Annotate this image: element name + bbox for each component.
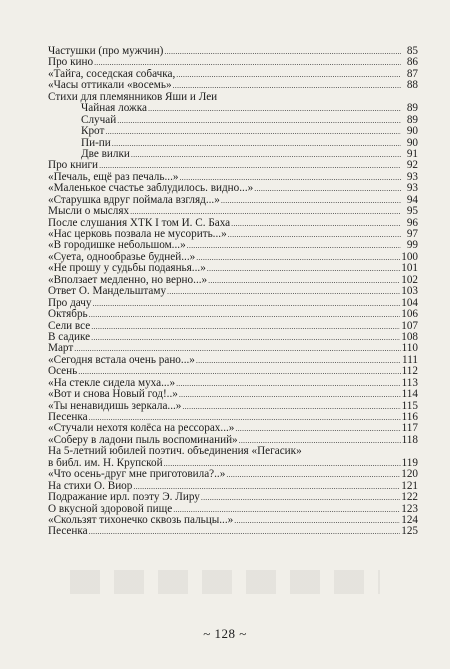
toc-entry <box>48 160 418 171</box>
dot-leader <box>94 57 401 68</box>
toc-entry-title: Песенка <box>48 412 88 423</box>
dot-leader <box>89 412 401 423</box>
toc-entry-page: 100 <box>401 251 418 263</box>
toc-entry-page: 103 <box>401 286 418 298</box>
table-of-contents <box>48 46 418 538</box>
toc-entry-title: «Ты ненавидишь зеркала...» <box>48 400 182 412</box>
toc-entry-title: «В городишке небольшом...» <box>48 240 186 252</box>
toc-entry-page: 96 <box>406 217 418 229</box>
dot-leader <box>176 69 401 80</box>
dot-leader <box>173 504 400 515</box>
toc-entry-page: 111 <box>402 354 418 366</box>
toc-entry-page: 121 <box>401 480 418 492</box>
toc-entry-page: 117 <box>401 423 418 435</box>
toc-entry <box>48 263 418 274</box>
toc-entry <box>48 172 418 183</box>
toc-entry-title: «Не прошу у судьбы подаянья...» <box>48 263 206 275</box>
toc-entry-page: 116 <box>401 412 418 423</box>
toc-entry-page: 125 <box>401 526 418 538</box>
toc-entry <box>48 412 418 423</box>
toc-entry-title: Частушки (про мужчин) <box>48 46 164 57</box>
dot-leader <box>164 458 401 469</box>
dot-leader <box>228 229 401 240</box>
toc-entry-page: 90 <box>406 126 418 138</box>
dot-leader <box>176 378 401 389</box>
toc-entry-title: Про кино <box>48 57 94 69</box>
dot-leader <box>182 401 400 412</box>
toc-entry-page: 108 <box>401 331 418 343</box>
toc-entry-title: «Суета, однообразье будней...» <box>48 251 196 263</box>
toc-entry-page: 91 <box>406 148 418 160</box>
toc-entry-page: 87 <box>406 68 418 80</box>
toc-entry-page: 99 <box>406 240 418 252</box>
toc-entry-page: 110 <box>401 343 418 355</box>
dot-leader <box>201 492 400 503</box>
dot-leader <box>89 526 401 537</box>
dot-leader <box>91 321 400 332</box>
toc-entry-page: 107 <box>401 320 418 332</box>
toc-entry <box>48 138 418 149</box>
dot-leader <box>148 103 401 114</box>
toc-entry-title: Песенка <box>48 526 88 538</box>
toc-entry-title: Осень <box>48 366 78 378</box>
toc-entry <box>48 218 418 229</box>
toc-entry-page: 89 <box>406 114 418 126</box>
toc-entry <box>48 126 418 137</box>
toc-entry <box>48 435 418 446</box>
toc-entry-title: Случай <box>81 114 117 126</box>
toc-entry-page: 106 <box>401 309 418 321</box>
toc-entry-title: в библ. им. Н. Крупской <box>48 457 163 469</box>
toc-entry <box>48 309 418 320</box>
toc-entry-page: 101 <box>401 263 418 275</box>
toc-entry <box>48 526 418 537</box>
toc-entry-page: 114 <box>401 389 418 401</box>
page-number: ~ 128 ~ <box>203 626 247 641</box>
toc-entry-page: 93 <box>406 183 418 195</box>
toc-entry-title: Две вилки <box>81 148 130 160</box>
toc-entry <box>48 423 418 434</box>
toc-entry-page: 124 <box>401 514 418 526</box>
toc-entry <box>48 298 418 309</box>
dot-leader <box>208 275 400 286</box>
dot-leader <box>226 469 400 480</box>
toc-entry-title: Ответ О. Мандельштаму <box>48 286 167 298</box>
toc-entry-page: 93 <box>406 171 418 183</box>
toc-entry-page: 85 <box>406 46 418 57</box>
toc-entry-page: 92 <box>406 160 418 172</box>
toc-entry-title: Про дачу <box>48 297 92 309</box>
toc-entry-title: Октябрь <box>48 309 88 321</box>
toc-entry <box>48 229 418 240</box>
toc-entry <box>48 469 418 480</box>
toc-entry <box>48 492 418 503</box>
dot-leader <box>239 435 401 446</box>
toc-entry-page: 88 <box>406 80 418 92</box>
toc-entry <box>48 80 418 91</box>
toc-entry <box>48 458 418 469</box>
toc-entry <box>48 321 418 332</box>
toc-entry <box>48 355 418 366</box>
dot-leader <box>164 46 401 57</box>
toc-entry <box>48 275 418 286</box>
toc-entry-title: Подражание ирл. поэту Э. Лиру <box>48 492 200 504</box>
toc-entry-title: «Тайга, соседская собачка, <box>48 68 176 80</box>
toc-entry <box>48 389 418 400</box>
dot-leader <box>173 80 401 91</box>
toc-entry-page: 120 <box>401 469 418 481</box>
dot-leader <box>231 218 401 229</box>
toc-entry-title: «Часы оттикали «восемь» <box>48 80 172 92</box>
toc-entry-title: Про книги <box>48 160 99 172</box>
dot-leader <box>133 481 400 492</box>
toc-entry-title: «Вползает медленно, но верно...» <box>48 274 208 286</box>
toc-entry-title: Крот <box>81 126 105 138</box>
dot-leader <box>117 115 401 126</box>
toc-entry-title: «Нас церковь позвала не мусорить...» <box>48 229 227 240</box>
dot-leader <box>89 309 401 320</box>
toc-entry-page: 102 <box>401 274 418 286</box>
dot-leader <box>131 149 401 160</box>
toc-entry-title: «Соберу в ладони пыль воспоминаний» <box>48 434 238 446</box>
toc-entry <box>48 286 418 297</box>
toc-entry-title: «На стекле сидела муха...» <box>48 377 176 389</box>
toc-entry-page: 123 <box>401 503 418 515</box>
toc-entry-page: 86 <box>406 57 418 69</box>
dot-leader <box>179 389 401 400</box>
toc-entry-title: Март <box>48 343 74 355</box>
toc-entry-page: 94 <box>406 194 418 206</box>
toc-entry-page: 113 <box>401 377 418 389</box>
toc-entry-title: «Старушка вдруг поймала взгляд...» <box>48 194 220 206</box>
toc-entry <box>48 103 418 114</box>
toc-entry <box>48 195 418 206</box>
dot-leader <box>254 183 401 194</box>
toc-entry-title: «Печаль, ещё раз печаль...» <box>48 171 179 183</box>
toc-entry <box>48 481 418 492</box>
toc-entry <box>48 332 418 343</box>
toc-entry-title: «Что осень-друг мне приготовила?..» <box>48 469 226 481</box>
toc-entry-title: «Стучали нехотя колёса на рессорах...» <box>48 423 235 435</box>
toc-entry-page: 104 <box>401 297 418 309</box>
dot-leader <box>167 286 400 297</box>
toc-entry-page: 95 <box>406 206 418 218</box>
dot-leader <box>234 515 400 526</box>
toc-entry-title: На стихи О. Виор <box>48 480 133 492</box>
dot-leader <box>196 355 401 366</box>
toc-entry-title: Чайная ложка <box>81 103 147 115</box>
dot-leader <box>78 366 400 377</box>
toc-entry-title: Мысли о мыслях <box>48 206 130 218</box>
toc-entry <box>48 446 418 457</box>
toc-entry <box>48 57 418 68</box>
toc-entry-page: 119 <box>401 457 418 469</box>
dot-leader <box>91 332 400 343</box>
toc-entry <box>48 515 418 526</box>
toc-entry-title: Стихи для племянников Яши и Леи <box>48 91 218 103</box>
dot-leader <box>105 126 401 137</box>
toc-entry-title: «Скользят тихонечко сквозь пальцы...» <box>48 514 234 526</box>
toc-entry <box>48 240 418 251</box>
toc-entry <box>48 206 418 217</box>
toc-entry <box>48 401 418 412</box>
toc-entry-title: «Маленькое счастье заблудилось. видно...» <box>48 183 254 195</box>
toc-entry-title: Пи-пи <box>81 137 111 149</box>
dot-leader <box>99 160 401 171</box>
toc-entry-title: На 5-летний юбилей поэтич. объединения «Пегасик» <box>48 446 302 458</box>
dot-leader <box>221 195 401 206</box>
dot-leader <box>112 138 401 149</box>
dot-leader <box>74 343 400 354</box>
dot-leader <box>207 263 400 274</box>
toc-entry-title: Сели все <box>48 320 91 332</box>
toc-entry-page: 97 <box>406 229 418 240</box>
toc-entry <box>48 92 418 103</box>
toc-entry <box>48 252 418 263</box>
toc-entry-page: 89 <box>406 103 418 115</box>
toc-entry <box>48 115 418 126</box>
dot-leader <box>235 423 400 434</box>
toc-entry <box>48 69 418 80</box>
toc-entry-title: О вкусной здоровой пище <box>48 503 173 515</box>
toc-entry-title: «Сегодня встала очень рано...» <box>48 354 195 366</box>
dot-leader <box>187 240 401 251</box>
toc-entry <box>48 378 418 389</box>
toc-entry-page: 90 <box>406 137 418 149</box>
toc-entry <box>48 343 418 354</box>
bleed-through-shadow <box>70 570 380 594</box>
toc-entry <box>48 183 418 194</box>
toc-entry-page: 122 <box>401 492 418 504</box>
toc-entry <box>48 366 418 377</box>
toc-entry-title: После слушания ХТК I том И. С. Баха <box>48 217 231 229</box>
toc-entry-page: 112 <box>401 366 418 378</box>
dot-leader <box>93 298 401 309</box>
toc-entry <box>48 504 418 515</box>
dot-leader <box>130 206 401 217</box>
toc-entry <box>48 149 418 160</box>
dot-leader <box>179 172 401 183</box>
toc-entry <box>48 46 418 57</box>
toc-entry-title: «Вот и снова Новый год!..» <box>48 389 178 401</box>
toc-entry-title: В садике <box>48 331 91 343</box>
toc-entry-page: 115 <box>401 400 418 412</box>
toc-entry-page: 118 <box>401 434 418 446</box>
dot-leader <box>196 252 400 263</box>
